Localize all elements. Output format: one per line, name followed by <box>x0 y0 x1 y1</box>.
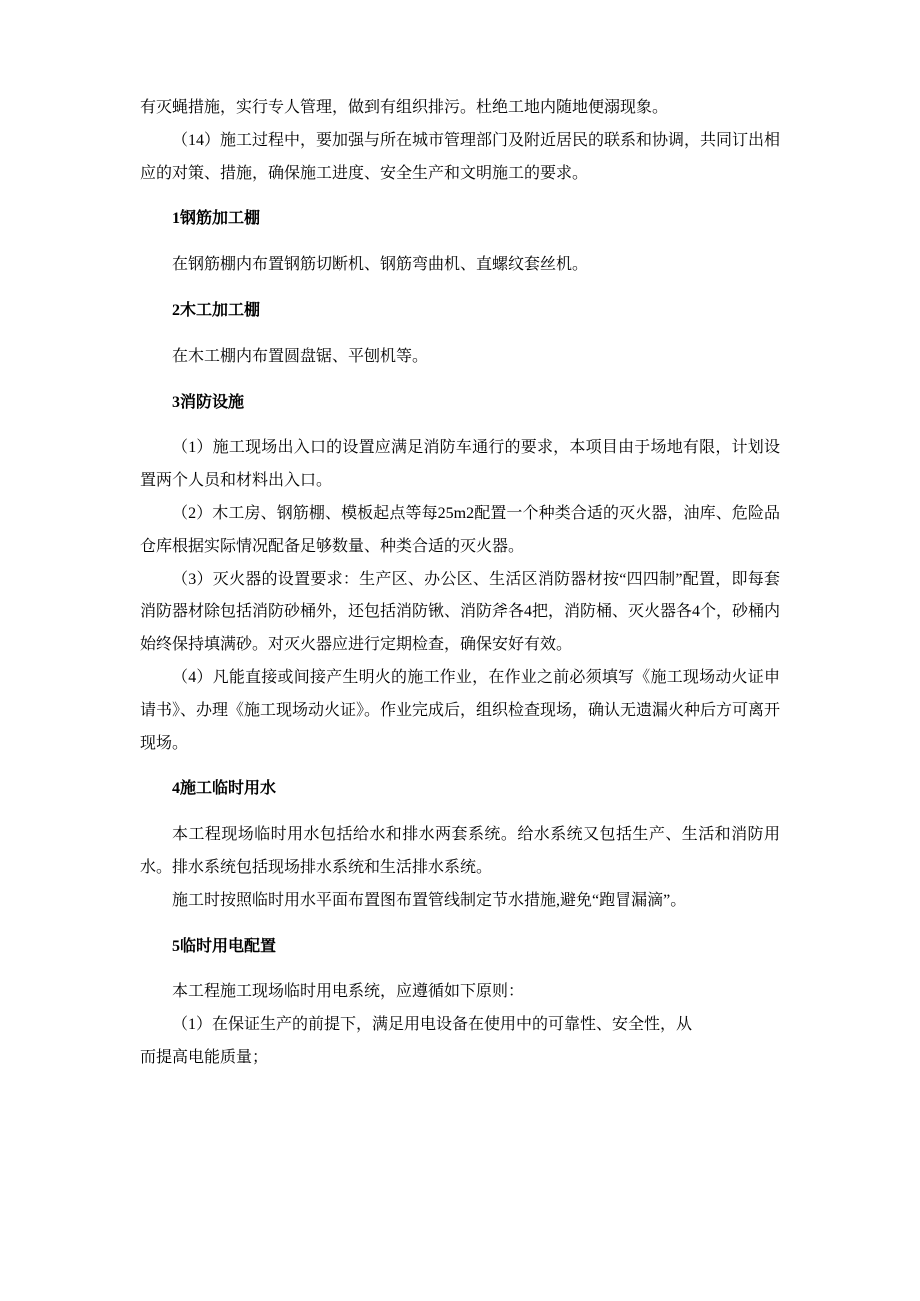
section-heading-2: 2木工加工棚 <box>172 301 261 319</box>
paragraph: 在钢筋棚内布置钢筋切断机、钢筋弯曲机、直螺纹套丝机。 <box>172 256 589 274</box>
paragraph: （1）在保证生产的前提下，满足用电设备在使用中的可靠性、安全性，从 <box>172 1016 693 1034</box>
paragraph: 施工时按照临时用水平面布置图布置管线制定节水措施,避免“跑冒漏滴”。 <box>172 891 687 909</box>
section-heading-5: 5临时用电配置 <box>172 937 277 955</box>
paragraph: （4）凡能直接或间接产生明火的施工作业，在作业之前必须填写《施工现场动火证申请书》、办理《施工现场动火证》。作业完成后，组织检查现场，确认无遗漏火种后方可离开现场。 <box>140 668 781 752</box>
section-heading-4: 4施工临时用水 <box>172 780 277 798</box>
paragraph: 有灭蝇措施，实行专人管理，做到有组织排污。杜绝工地内随地便溺现象。 <box>140 99 669 116</box>
paragraph: 本工程现场临时用水包括给水和排水两套系统。给水系统又包括生产、生活和消防用水。排水系统包括现场排水系统和生活排水系统。 <box>140 826 780 876</box>
paragraph: （14）施工过程中，要加强与所在城市管理部门及附近居民的联系和协调，共同订出相应的对策、措施，确保施工进度、安全生产和文明施工的要求。 <box>140 131 781 182</box>
section-heading-1: 1钢筋加工棚 <box>172 210 261 228</box>
section-heading-3: 3消防设施 <box>172 393 245 411</box>
paragraph: （2）木工房、钢筋棚、模板起点等每25m2配置一个种类合适的灭火器，油库、危险品仓库根据实际情况配备足够数量、种类合适的灭火器。 <box>140 504 780 555</box>
paragraph: 而提高电能质量； <box>140 1048 269 1066</box>
paragraph: 本工程施工现场临时用电系统，应遵循如下原则： <box>172 983 525 1001</box>
paragraph: 在木工棚内布置圆盘锯、平刨机等。 <box>172 347 429 365</box>
paragraph: （1）施工现场出入口的设置应满足消防车通行的要求，本项目由于场地有限，计划设置两个人员和材料出入口。 <box>140 439 780 490</box>
paragraph: （3）灭火器的设置要求：生产区、办公区、生活区消防器材按“四四制”配置，即每套消防器材除包括消防砂桶外，还包括消防锹、消防斧各4把，消防桶、灭火器各4个，砂桶内始终保持填满砂。对灭火器应进行定期检查，确保安好有效。 <box>140 570 781 654</box>
